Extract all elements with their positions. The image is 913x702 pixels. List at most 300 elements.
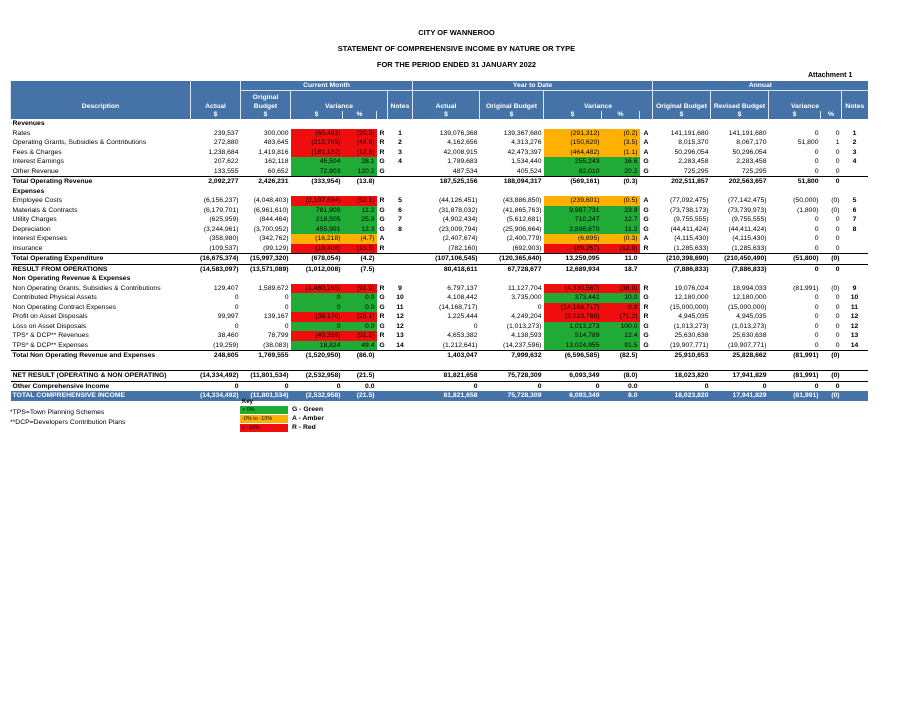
table-row xyxy=(11,371,868,382)
ytd-rag-status xyxy=(640,254,653,265)
ytd-rag-status: G xyxy=(643,167,649,175)
cm-actual: (14,334,492) xyxy=(191,371,241,382)
report-title-line1: CITY OF WANNEROO xyxy=(418,28,495,37)
annual-note: 1 xyxy=(852,129,857,137)
cm-rag-status: R xyxy=(379,244,385,252)
cm-rag-status: G xyxy=(379,216,385,223)
annual-variance-percent: 0 xyxy=(835,158,840,165)
ytd-variance-percent: (3.5) xyxy=(602,138,640,148)
ytd-variance-percent: 100.0 xyxy=(602,322,640,332)
cm-original-budget: 162,118 xyxy=(264,158,289,165)
ytd-rag-status: G xyxy=(643,216,649,223)
annual-revised-budget: (44,411,424) xyxy=(728,225,767,233)
annual-note xyxy=(842,167,868,177)
ytd-variance-percent: (82.5) xyxy=(602,351,640,361)
ytd-variance-amount: (464,482) xyxy=(544,148,602,158)
ytd-actual: 42,008,915 xyxy=(443,148,478,156)
ytd-actual: (23,009,794) xyxy=(438,225,478,233)
cell xyxy=(343,274,377,284)
col-cm-variance: Variance xyxy=(291,91,388,112)
annual-variance-percent: (0) xyxy=(821,391,842,401)
cm-variance-percent: 49.4 xyxy=(343,341,377,351)
cm-note: 8 xyxy=(398,225,402,233)
cm-variance-percent: 0.0 xyxy=(343,381,377,391)
ytd-rag-status xyxy=(640,264,653,274)
table-row xyxy=(11,196,868,206)
cm-rag-status: G xyxy=(379,303,385,311)
cm-actual: 272,880 xyxy=(213,139,239,146)
row-description: Non Operating Revenue & Expenses xyxy=(12,275,131,282)
cell xyxy=(842,274,868,284)
unit: $ xyxy=(544,111,602,119)
col-description: Description xyxy=(11,81,191,111)
cm-rag-status xyxy=(377,254,388,265)
cm-actual: 0 xyxy=(234,322,239,330)
cm-variance-amount: (10,408) xyxy=(291,244,343,254)
cell xyxy=(413,119,480,129)
ytd-rag-status: A xyxy=(643,235,649,242)
table-row xyxy=(11,244,868,254)
ytd-original-budget: 405,524 xyxy=(516,167,542,175)
cm-variance-amount: 0 xyxy=(291,293,343,303)
cell xyxy=(602,274,640,284)
annual-revised-budget: 18,994,033 xyxy=(732,284,767,292)
cm-rag-status: R xyxy=(379,197,385,204)
cm-note: 5 xyxy=(398,197,402,204)
income-statement-table xyxy=(10,81,868,401)
annual-note xyxy=(842,264,868,274)
annual-variance-amount: 0 xyxy=(814,313,819,320)
cm-rag-status: R xyxy=(379,284,385,292)
ytd-original-budget: 75,728,309 xyxy=(480,391,544,401)
table-row xyxy=(11,157,868,167)
group-current-month: Current Month xyxy=(241,81,413,91)
table-row xyxy=(11,274,868,284)
annual-variance-amount: 0 xyxy=(814,167,819,175)
cell xyxy=(653,187,711,197)
cm-original-budget: (3,700,952) xyxy=(253,225,289,233)
ytd-original-budget: 11,127,704 xyxy=(507,284,542,292)
annual-note xyxy=(842,177,868,187)
ytd-variance-amount: 255,243 xyxy=(544,157,602,167)
unit: $ xyxy=(711,111,769,119)
annual-variance-percent: 0 xyxy=(835,235,840,242)
table-row xyxy=(11,351,868,361)
annual-variance-percent: (0) xyxy=(831,206,840,214)
cm-actual: 0 xyxy=(234,294,239,301)
cm-rag-status: R xyxy=(379,139,385,146)
ytd-actual: (44,126,451) xyxy=(438,197,478,204)
cell xyxy=(343,361,377,371)
annual-variance-amount: 0 xyxy=(814,322,819,330)
annual-note xyxy=(842,391,868,401)
table-row xyxy=(11,129,868,139)
ytd-rag-status: R xyxy=(643,303,649,311)
ytd-original-budget: (41,865,763) xyxy=(502,206,542,214)
cm-note: 3 xyxy=(398,148,402,156)
ytd-actual: 4,108,442 xyxy=(447,294,478,301)
annual-original-budget: 725,295 xyxy=(683,167,709,175)
annual-original-budget: 25,630,638 xyxy=(674,332,709,339)
annual-revised-budget: (1,013,273) xyxy=(731,322,767,330)
cm-actual: 2,092,277 xyxy=(191,177,241,187)
cell xyxy=(241,187,291,197)
annual-note xyxy=(842,371,868,382)
cm-original-budget: 139,167 xyxy=(263,313,289,320)
ytd-variance-percent: 12.7 xyxy=(602,215,640,225)
unit: % xyxy=(343,111,377,119)
unit: $ xyxy=(769,111,821,119)
annual-revised-budget: (9,755,555) xyxy=(731,216,767,223)
row-description: Employee Costs xyxy=(12,197,62,204)
footnotes xyxy=(10,408,125,428)
cell xyxy=(191,119,241,129)
annual-variance-amount: 0 xyxy=(814,216,819,223)
cm-actual: (3,244,961) xyxy=(203,225,239,233)
ytd-variance-amount: 12,689,934 xyxy=(544,264,602,274)
footnote-dcp: **DCP=Developers Contribution Plans xyxy=(10,419,126,426)
col-ytd-actual: Actual xyxy=(413,91,480,112)
ytd-actual: (4,902,434) xyxy=(442,216,478,223)
annual-note: 4 xyxy=(852,158,857,165)
annual-variance-amount: (81,991) xyxy=(769,391,821,401)
cm-variance-amount: 45,504 xyxy=(291,157,343,167)
cm-rag-status: G xyxy=(379,341,385,349)
cm-original-budget: (4,048,403) xyxy=(253,197,289,204)
cell xyxy=(544,361,602,371)
annual-variance-amount: 0 xyxy=(814,244,819,252)
annual-variance-amount: 0 xyxy=(814,294,819,301)
cell xyxy=(241,119,291,129)
row-description: Total Operating Revenue xyxy=(11,177,191,187)
cell xyxy=(769,361,821,371)
ytd-variance-percent: 18.7 xyxy=(602,264,640,274)
row-description: Total Non Operating Revenue and Expenses xyxy=(11,351,191,361)
annual-revised-budget: 725,295 xyxy=(741,167,767,175)
cm-rag-status xyxy=(377,351,388,361)
cm-original-budget: (99,129) xyxy=(263,244,289,252)
cell xyxy=(377,274,388,284)
key-row-green xyxy=(240,405,324,414)
cm-original-budget: 1,769,555 xyxy=(241,351,291,361)
annual-note: 13 xyxy=(850,332,859,339)
row-description: Utility Charges xyxy=(12,216,57,223)
cm-variance-amount: (210,765) xyxy=(291,138,343,148)
unit: $ xyxy=(291,111,343,119)
cm-rag-status xyxy=(377,371,388,382)
cell xyxy=(413,361,480,371)
cell xyxy=(343,119,377,129)
row-description: Other Revenue xyxy=(12,167,59,175)
cm-note xyxy=(388,234,413,244)
annual-original-budget: (4,115,430) xyxy=(674,235,709,242)
ytd-original-budget: 4,138,593 xyxy=(511,332,542,339)
annual-revised-budget: (77,142,475) xyxy=(727,197,767,204)
annual-original-budget: (19,907,771) xyxy=(669,341,709,349)
annual-variance-percent: 0 xyxy=(821,177,842,187)
annual-variance-percent: 0 xyxy=(835,341,840,349)
cm-variance-percent: (12.8) xyxy=(343,148,377,158)
row-description: Interest Expenses xyxy=(12,235,67,242)
cell xyxy=(602,187,640,197)
ytd-variance-percent: 8.0 xyxy=(602,391,640,401)
cm-variance-percent: (52.1) xyxy=(343,196,377,206)
annual-revised-budget: (4,115,430) xyxy=(732,235,767,242)
cell xyxy=(291,361,343,371)
cm-note xyxy=(388,177,413,187)
cm-actual: 239,537 xyxy=(213,129,239,137)
ytd-rag-status xyxy=(640,391,653,401)
cm-actual: 129,407 xyxy=(213,284,239,292)
cell xyxy=(413,187,480,197)
ytd-original-budget: (25,906,664) xyxy=(502,225,542,233)
annual-variance-percent: 0 xyxy=(835,313,840,320)
annual-original-budget: (44,411,424) xyxy=(670,225,709,233)
cm-variance-percent: (10.5) xyxy=(343,244,377,254)
annual-variance-percent: (0) xyxy=(831,284,840,292)
cm-variance-amount: 18,824 xyxy=(291,341,343,351)
annual-revised-budget: (19,907,771) xyxy=(727,341,767,349)
ytd-variance-percent: 11.0 xyxy=(602,254,640,265)
cm-variance-percent: 25.9 xyxy=(343,215,377,225)
ytd-variance-amount: 2,896,870 xyxy=(544,225,602,235)
cm-note xyxy=(388,264,413,274)
annual-variance-percent: 0 xyxy=(835,167,840,175)
annual-variance-percent: 0 xyxy=(821,381,842,391)
unit: $ xyxy=(480,111,544,119)
cm-original-budget: 2,426,231 xyxy=(241,177,291,187)
cm-actual: 207,622 xyxy=(213,158,239,165)
ytd-variance-percent: (0.2) xyxy=(602,129,640,139)
ytd-variance-percent: 0.0 xyxy=(602,381,640,391)
cell xyxy=(640,274,653,284)
annual-revised-budget: (1,285,633) xyxy=(731,244,767,252)
table-row xyxy=(11,331,868,341)
header-row-groups xyxy=(11,81,868,91)
ytd-rag-status: G xyxy=(643,206,649,214)
annual-note: 5 xyxy=(852,197,857,204)
ytd-rag-status: G xyxy=(643,322,649,330)
cm-actual: (14,334,492) xyxy=(191,391,241,401)
annual-original-budget: 202,511,857 xyxy=(653,177,711,187)
ytd-original-budget: 0 xyxy=(480,381,544,391)
cm-variance-percent: 28.1 xyxy=(343,157,377,167)
ytd-original-budget: (14,237,596) xyxy=(502,341,542,349)
ytd-variance-amount: 514,789 xyxy=(544,331,602,341)
cm-original-budget: (15,997,320) xyxy=(241,254,291,265)
cm-rag-status: G xyxy=(379,158,385,165)
ytd-variance-percent: 20.2 xyxy=(602,167,640,177)
table-row xyxy=(11,264,868,274)
table-row xyxy=(11,322,868,332)
annual-variance-percent: 1 xyxy=(835,139,840,146)
annual-variance-percent: 0 xyxy=(835,244,840,252)
ytd-variance-percent: (71.2) xyxy=(602,312,640,322)
cm-original-budget: 0 xyxy=(241,381,291,391)
row-description: Interest Earnings xyxy=(12,158,64,165)
annual-note xyxy=(842,244,868,254)
cell xyxy=(291,187,343,197)
cell xyxy=(602,361,640,371)
ytd-original-budget: 188,094,317 xyxy=(480,177,544,187)
ytd-original-budget: (2,400,779) xyxy=(506,235,542,242)
cm-variance-percent: 11.2 xyxy=(343,206,377,216)
cm-variance-amount: 455,991 xyxy=(291,225,343,235)
ytd-original-budget: 42,473,397 xyxy=(507,148,542,156)
cm-original-budget: 0 xyxy=(284,322,289,330)
cm-rag-status: G xyxy=(379,294,385,301)
ytd-variance-percent: (0.3) xyxy=(602,177,640,187)
cm-rag-status: G xyxy=(379,322,385,330)
ytd-variance-percent: 10.0 xyxy=(602,293,640,303)
annual-variance-amount: 0 xyxy=(814,235,819,242)
annual-variance-amount: (50,000) xyxy=(793,197,819,204)
annual-variance-amount: (51,800) xyxy=(769,254,821,265)
row-description: Contributed Physical Assets xyxy=(12,294,97,301)
ytd-actual: 81,821,658 xyxy=(413,371,480,382)
cm-note: 11 xyxy=(396,303,404,311)
cm-original-budget: (342,762) xyxy=(259,235,289,242)
ytd-rag-status: A xyxy=(643,129,649,137)
key-title: Key xyxy=(242,399,254,405)
annual-original-budget: 19,076,024 xyxy=(674,284,709,292)
annual-original-budget: 8,015,370 xyxy=(678,139,709,146)
annual-revised-budget: (210,450,490) xyxy=(711,254,769,265)
ytd-rag-status: A xyxy=(643,139,649,146)
table-row xyxy=(11,381,868,391)
cm-original-budget: 0 xyxy=(284,294,289,301)
cm-note xyxy=(388,167,413,177)
annual-variance-percent: 0 xyxy=(835,148,840,156)
annual-note: 12 xyxy=(850,313,859,320)
annual-variance-percent: 0 xyxy=(835,225,840,233)
annual-note: 8 xyxy=(852,225,857,233)
ytd-variance-percent: (0.5) xyxy=(602,196,640,206)
cm-original-budget: (844,464) xyxy=(259,216,289,223)
row-description: Insurance xyxy=(12,244,43,252)
annual-note: 11 xyxy=(850,303,859,311)
cell xyxy=(291,119,343,129)
unit: $ xyxy=(191,111,241,119)
cm-variance-percent: (86.0) xyxy=(343,351,377,361)
cm-variance-amount: (2,107,834) xyxy=(291,196,343,206)
ytd-variance-amount: (4,330,567) xyxy=(544,284,602,294)
cm-rag-status: R xyxy=(379,148,385,156)
annual-original-budget: 18,023,820 xyxy=(653,391,711,401)
cm-note: 14 xyxy=(396,341,404,349)
annual-variance-amount: (1,800) xyxy=(796,206,819,214)
cm-variance-amount: (1,012,008) xyxy=(291,264,343,274)
ytd-original-budget: (5,612,681) xyxy=(506,216,542,223)
annual-revised-budget: 2,283,458 xyxy=(736,158,767,165)
cm-original-budget: 300,000 xyxy=(263,129,289,137)
header-row-units xyxy=(11,111,868,119)
ytd-actual: 1,403,047 xyxy=(413,351,480,361)
colour-key xyxy=(240,399,324,432)
ytd-actual: 187,525,156 xyxy=(413,177,480,187)
cell xyxy=(544,274,602,284)
ytd-variance-percent: 91.5 xyxy=(602,341,640,351)
ytd-actual: 80,418,611 xyxy=(413,264,480,274)
annual-revised-budget: (7,886,833) xyxy=(711,264,769,274)
ytd-original-budget: (692,903) xyxy=(512,244,542,252)
cell xyxy=(640,361,653,371)
cm-actual: (109,537) xyxy=(209,244,239,252)
col-ytd-original-budget: Original Budget xyxy=(480,91,544,112)
ytd-actual: 0 xyxy=(413,381,480,391)
row-description: TPS* & DCP** Expenses xyxy=(12,341,89,349)
cm-note: 6 xyxy=(398,206,402,214)
annual-variance-amount: 0 xyxy=(814,341,819,349)
cm-variance-amount: 781,909 xyxy=(291,206,343,216)
cm-rag-status: R xyxy=(379,313,385,320)
cell xyxy=(769,274,821,284)
cell xyxy=(821,187,842,197)
cm-variance-percent: 12.3 xyxy=(343,225,377,235)
ytd-variance-amount: (14,168,717) xyxy=(544,303,602,313)
ytd-original-budget: 4,313,276 xyxy=(511,139,542,146)
ytd-variance-percent: 16.6 xyxy=(602,157,640,167)
annual-variance-amount: 51,800 xyxy=(769,177,821,187)
ytd-original-budget: 1,534,440 xyxy=(511,158,542,165)
ytd-actual: 6,797,137 xyxy=(447,284,478,292)
annual-original-budget: 25,910,653 xyxy=(653,351,711,361)
annual-original-budget: 0 xyxy=(653,381,711,391)
ytd-actual: (31,878,032) xyxy=(438,206,478,214)
ytd-variance-percent: 12.4 xyxy=(602,331,640,341)
table-row xyxy=(11,234,868,244)
cell xyxy=(640,187,653,197)
row-description: Non Operating Grants, Subsidies & Contributions xyxy=(12,284,161,292)
annual-variance-percent: (0) xyxy=(821,254,842,265)
cell xyxy=(711,119,769,129)
cm-original-budget: 1,419,816 xyxy=(258,148,289,156)
annual-revised-budget: 50,296,054 xyxy=(732,148,767,156)
cm-note: 12 xyxy=(396,313,404,320)
ytd-original-budget: (1,013,273) xyxy=(506,322,542,330)
row-description: Expenses xyxy=(12,187,45,195)
cm-actual: 133,555 xyxy=(213,167,239,175)
col-cm-original-budget: Original Budget xyxy=(241,91,291,112)
cm-note: 7 xyxy=(398,216,402,223)
annual-revised-budget: 4,945,035 xyxy=(736,313,767,320)
ytd-actual: 4,653,382 xyxy=(447,332,478,339)
cell xyxy=(640,119,653,129)
unit: % xyxy=(821,111,842,119)
cm-note: 12 xyxy=(396,322,404,330)
cm-variance-amount: 72,903 xyxy=(291,167,343,177)
table-row xyxy=(11,391,868,401)
col-an-notes: Notes xyxy=(842,91,868,112)
key-swatch-amber: -0% to -10% xyxy=(240,415,288,423)
row-description: Loss on Asset Disposals xyxy=(12,322,87,330)
cm-actual: 1,238,684 xyxy=(208,148,239,156)
ytd-original-budget: 67,728,677 xyxy=(480,264,544,274)
ytd-actual: 0 xyxy=(473,322,478,330)
key-swatch-red: < -10% xyxy=(240,424,288,432)
cm-note xyxy=(388,381,413,391)
row-description: RESULT FROM OPERATIONS xyxy=(11,264,191,274)
cm-rag-status: A xyxy=(379,235,385,242)
cm-variance-percent: (43.6) xyxy=(343,138,377,148)
annual-note: 2 xyxy=(852,139,857,146)
ytd-rag-status: R xyxy=(643,313,649,320)
cm-note xyxy=(388,351,413,361)
cell xyxy=(480,187,544,197)
ytd-variance-amount: (239,601) xyxy=(544,196,602,206)
ytd-rag-status: G xyxy=(643,158,649,165)
cm-actual: 0 xyxy=(191,381,241,391)
